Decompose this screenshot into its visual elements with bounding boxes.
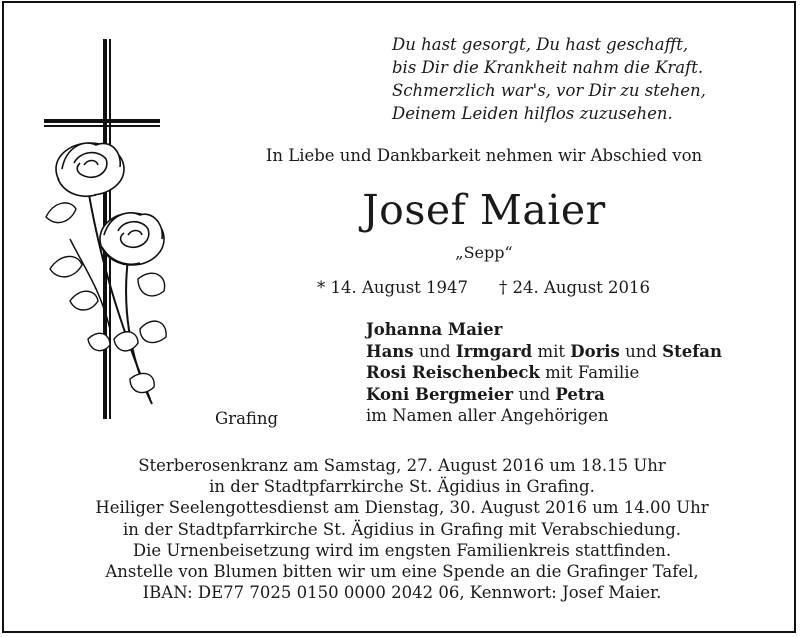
farewell-intro: In Liebe und Dankbarkeit nehmen wir Abschied von (265, 146, 703, 165)
poem-line: bis Dir die Krankheit nahm die Kraft. (392, 58, 704, 77)
mourner-line (366, 319, 722, 341)
mourner-line (366, 362, 722, 384)
mourner-name: Petra (555, 384, 605, 404)
mourner-name: Koni Bergmeier (366, 384, 514, 404)
mourner-name: Hans (366, 341, 414, 361)
obituary-notice (2, 1, 796, 633)
connector-text: und (413, 341, 456, 361)
poem-line: Du hast gesorgt, Du hast geschafft, (392, 35, 689, 54)
mourner-line: im Namen aller Angehörigen (366, 406, 609, 425)
mourner-name: Doris (570, 341, 620, 361)
details-line: IBAN: DE77 7025 0150 0000 2042 06, Kennwort: Josef Maier. (142, 583, 662, 603)
connector-text: mit Familie (539, 363, 640, 382)
deceased-name: Josef Maier (362, 186, 606, 234)
service-details (4, 455, 800, 603)
poem-line: Deinem Leiden hilflos zuzusehen. (392, 104, 673, 123)
deceased-nickname: „Sepp“ (455, 243, 513, 262)
connector-text: und (619, 341, 663, 361)
details-line: in der Stadtpfarrkirche St. Ägidius in Grafing. (209, 477, 595, 497)
details-line: Heiliger Seelengottesdienst am Dienstag, 30. August 2016 um 14.00 Uhr (95, 498, 709, 518)
place-name: Grafing (215, 409, 279, 428)
mourner-name: Rosi Reischenbeck (366, 363, 540, 382)
mourners-list (366, 319, 722, 427)
details-line: Sterberosenkranz am Samstag, 27. August 2016 um 18.15 Uhr (138, 456, 666, 475)
details-line: in der Stadtpfarrkirche St. Ägidius in Grafing mit Verabschiedung. (123, 519, 681, 539)
mourner-name: Stefan (662, 341, 722, 361)
details-line: Die Urnenbeisetzung wird im engsten Familienkreis stattfinden. (132, 540, 672, 560)
poem-line: Schmerzlich war's, vor Dir zu stehen, (392, 81, 706, 100)
mourner-name: Irmgard (455, 341, 533, 361)
connector-text: und (513, 384, 556, 404)
birth-date: * 14. August 1947 (317, 278, 469, 297)
details-line: Anstelle von Blumen bitten wir um eine Spende an die Grafinger Tafel, (105, 562, 699, 582)
death-date: † 24. August 2016 (499, 278, 651, 297)
connector-text: mit (532, 341, 571, 361)
mourner-line (366, 341, 722, 363)
poem (392, 33, 792, 125)
mourner-line (366, 384, 722, 406)
mourner-name: Johanna Maier (366, 320, 503, 339)
